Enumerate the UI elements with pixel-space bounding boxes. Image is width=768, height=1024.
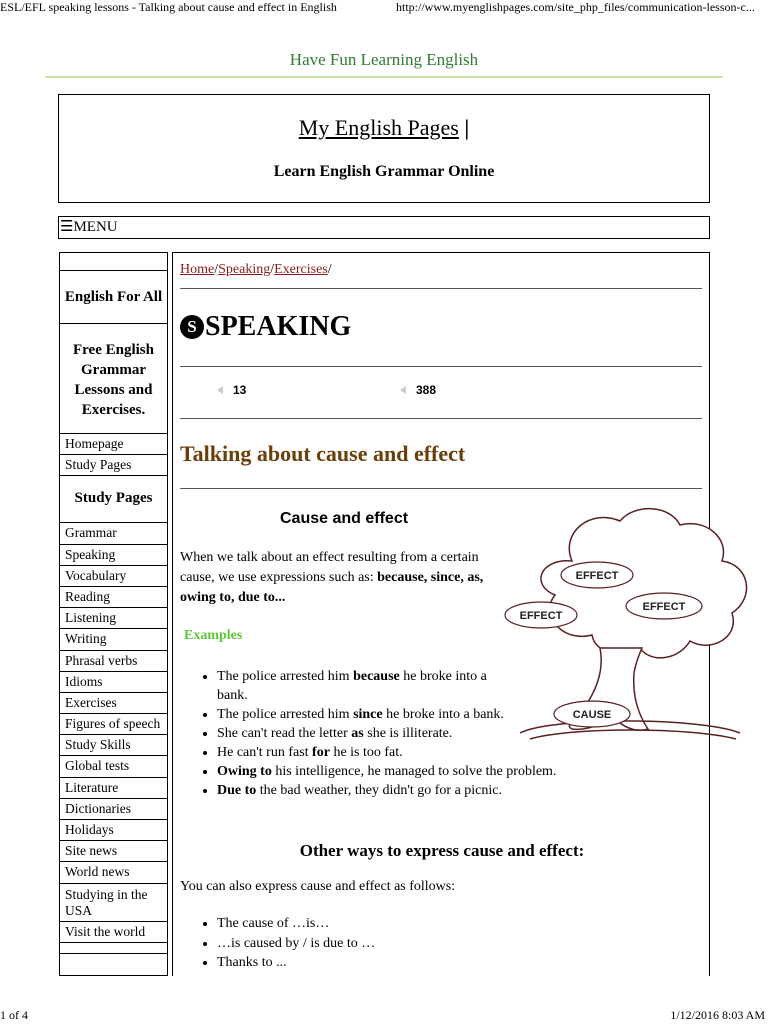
site-title-link[interactable]: My English Pages bbox=[298, 115, 459, 140]
tree-label-effect: EFFECT bbox=[642, 601, 686, 613]
sidebar-item-figures-of-speech[interactable]: Figures of speech bbox=[60, 714, 167, 735]
sidebar-item-global-tests[interactable]: Global tests bbox=[60, 756, 167, 777]
list-item bbox=[217, 705, 507, 724]
example-text: She can't read the letter bbox=[217, 726, 352, 741]
share-arrow-icon bbox=[217, 386, 223, 394]
sidebar-item-holidays[interactable]: Holidays bbox=[60, 820, 167, 841]
divider bbox=[180, 488, 702, 489]
divider bbox=[180, 418, 702, 419]
example-keyword: as bbox=[351, 726, 364, 741]
sidebar bbox=[59, 252, 168, 976]
sidebar-item-grammar[interactable]: Grammar bbox=[60, 523, 167, 544]
menu-button[interactable]: ☰MENU bbox=[58, 216, 710, 239]
sidebar-item-reading[interactable]: Reading bbox=[60, 587, 167, 608]
example-text: the bad weather, they didn't go for a picnic. bbox=[256, 783, 502, 798]
breadcrumb-exercises[interactable]: Exercises bbox=[274, 262, 328, 277]
example-text: He can't run fast bbox=[217, 745, 313, 760]
tagline-divider bbox=[45, 76, 723, 78]
intro-keywords: because, since, as, owing to, due to... bbox=[180, 570, 484, 605]
example-text: he broke into a bank. bbox=[217, 669, 487, 703]
example-keyword: because bbox=[353, 669, 400, 684]
site-title bbox=[59, 115, 709, 141]
share-count: 388 bbox=[416, 383, 437, 397]
sidebar-item-study-pages[interactable]: Study Pages bbox=[60, 455, 167, 476]
print-datetime: 1/12/2016 8:03 AM bbox=[670, 1008, 765, 1022]
divider bbox=[180, 288, 702, 289]
speaking-icon: S bbox=[180, 315, 204, 339]
tree-label-cause: CAUSE bbox=[572, 709, 612, 721]
share-button-1[interactable] bbox=[217, 383, 246, 397]
other-ways-list bbox=[217, 914, 375, 973]
site-header bbox=[58, 94, 710, 203]
example-keyword: Owing to bbox=[217, 764, 272, 779]
intro-paragraph bbox=[180, 548, 500, 608]
sidebar-spacer bbox=[60, 943, 167, 954]
sidebar-heading: Study Pages bbox=[60, 476, 167, 523]
sidebar-item-exercises[interactable]: Exercises bbox=[60, 693, 167, 714]
site-title-separator: | bbox=[458, 115, 470, 140]
cause-effect-tree-illustration bbox=[500, 503, 762, 753]
cause-effect-heading: Cause and effect bbox=[280, 510, 409, 527]
list-item bbox=[217, 781, 637, 800]
intro-text: When we talk about an effect resulting from a certain cause, we use expressions such as: bbox=[180, 550, 479, 585]
examples-label: Examples bbox=[184, 628, 243, 643]
sidebar-item-studying-in-the-usa[interactable]: Studying in the USA bbox=[60, 884, 167, 922]
example-text: his intelligence, he managed to solve the problem. bbox=[271, 764, 557, 779]
breadcrumb-speaking[interactable]: Speaking bbox=[218, 262, 271, 277]
sidebar-item-vocabulary[interactable]: Vocabulary bbox=[60, 566, 167, 587]
example-keyword: for bbox=[312, 745, 330, 760]
site-subtitle: Learn English Grammar Online bbox=[273, 163, 495, 180]
example-text: he broke into a bank. bbox=[382, 707, 504, 722]
sidebar-item-phrasal-verbs[interactable]: Phrasal verbs bbox=[60, 651, 167, 672]
print-page-title: ESL/EFL speaking lessons - Talking about cause and effect in English bbox=[0, 0, 337, 14]
share-button-2[interactable] bbox=[400, 383, 436, 397]
sidebar-item-writing[interactable]: Writing bbox=[60, 629, 167, 650]
breadcrumb-separator: / bbox=[270, 262, 275, 277]
breadcrumb-home[interactable]: Home bbox=[180, 262, 215, 277]
print-header bbox=[0, 0, 768, 16]
print-url: http://www.myenglishpages.com/site_php_files/communication-lesson-c... bbox=[396, 0, 755, 14]
sidebar-item-world-news[interactable]: World news bbox=[60, 862, 167, 883]
list-item: • Thanks to ... bbox=[217, 953, 375, 973]
sidebar-item-study-skills[interactable]: Study Skills bbox=[60, 735, 167, 756]
sidebar-heading: English For All bbox=[60, 271, 167, 324]
example-keyword: Due to bbox=[217, 783, 257, 798]
example-text: she is illiterate. bbox=[363, 726, 453, 741]
sidebar-item-homepage[interactable]: Homepage bbox=[60, 434, 167, 455]
sidebar-item-visit-the-world[interactable]: Visit the world bbox=[60, 922, 167, 943]
sidebar-item-idioms[interactable]: Idioms bbox=[60, 672, 167, 693]
tagline: Have Fun Learning English bbox=[289, 50, 479, 69]
share-arrow-icon bbox=[400, 386, 406, 394]
tree-label-effect: EFFECT bbox=[575, 570, 619, 582]
divider bbox=[180, 366, 702, 367]
list-item bbox=[217, 762, 637, 781]
sidebar-item-dictionaries[interactable]: Dictionaries bbox=[60, 799, 167, 820]
other-ways-heading: Other ways to express cause and effect: bbox=[299, 841, 585, 860]
sidebar-item-site-news[interactable]: Site news bbox=[60, 841, 167, 862]
section-title bbox=[180, 311, 351, 343]
list-item bbox=[217, 667, 507, 705]
section-title-text: SPEAKING bbox=[205, 311, 352, 342]
sidebar-heading: Free English Grammar Lessons and Exercises. bbox=[60, 324, 167, 434]
other-ways-intro: You can also express cause and effect as follows: bbox=[180, 879, 456, 894]
sidebar-item-speaking[interactable]: Speaking bbox=[60, 545, 167, 566]
example-text: The police arrested him bbox=[217, 669, 354, 684]
list-item: • …is caused by / is due to … bbox=[217, 934, 375, 954]
example-keyword: since bbox=[353, 707, 383, 722]
lesson-title: Talking about cause and effect bbox=[180, 441, 466, 466]
sidebar-item-listening[interactable]: Listening bbox=[60, 608, 167, 629]
example-text: The police arrested him bbox=[217, 707, 354, 722]
sidebar-item-literature[interactable]: Literature bbox=[60, 778, 167, 799]
breadcrumb bbox=[180, 262, 332, 278]
breadcrumb-separator: / bbox=[327, 262, 332, 277]
example-text: he is too fat. bbox=[329, 745, 403, 760]
sidebar-spacer bbox=[60, 253, 167, 271]
tree-label-effect: EFFECT bbox=[519, 610, 563, 622]
share-count: 13 bbox=[233, 383, 247, 397]
print-page-number: 1 of 4 bbox=[0, 1008, 28, 1022]
breadcrumb-separator: / bbox=[214, 262, 219, 277]
list-item: • The cause of …is… bbox=[217, 914, 375, 934]
